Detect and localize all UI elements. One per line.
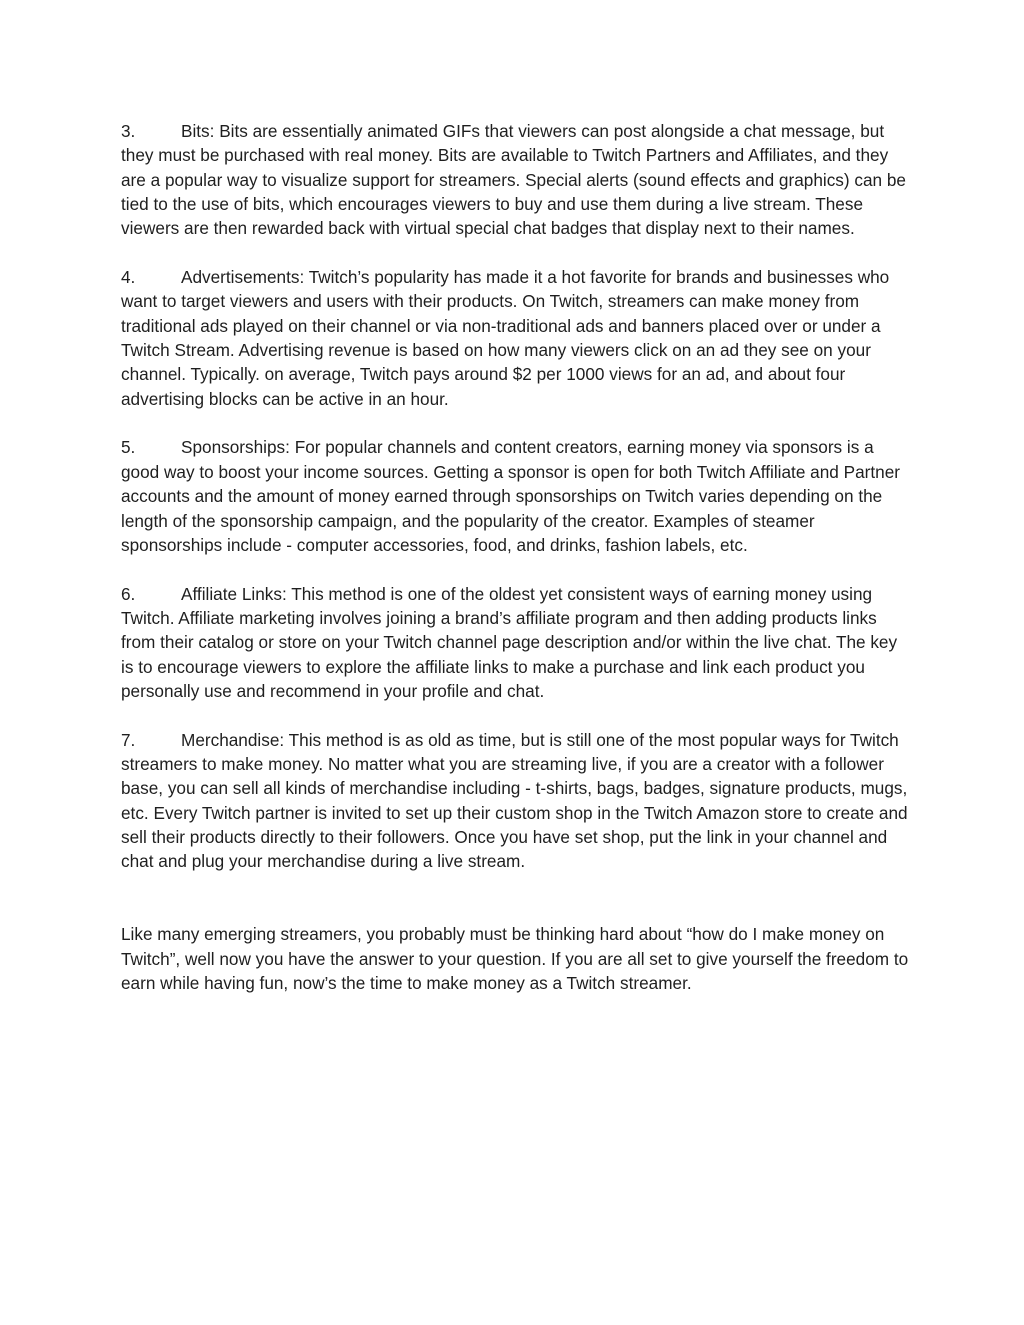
list-item-number: 5. (121, 437, 136, 458)
list-item-text: Merchandise: This method is as old as time, but is still one of the most popular ways for Twitch streamers to make money. No matter what you are streaming live, if you are a creator with a follower base, you can sell all kinds of merchandise including - t-shirts, bags, badges, signature products, mugs, etc. Every Twitch partner is invited to set up their custom shop in the Twitch Amazon store to create and sell their products directly to their followers. Once you have set shop, put the link in your channel and chat and plug your merchandise during a live stream. (121, 729, 908, 872)
list-item-bits (121, 119, 911, 241)
document-body (121, 119, 911, 1013)
list-item-text: Bits: Bits are essentially animated GIFs that viewers can post alongside a chat message, but they must be purchased with real money. Bits are available to Twitch Partners and Affiliates, and they are a popular way to visualize support for streamers. Special alerts (sound effects and graphics) can be tied to the use of bits, which encourages viewers to buy and use them during a live stream. These viewers are then rewarded back with virtual special chat badges that display next to their names. (121, 121, 906, 239)
list-item-advertisements (121, 265, 911, 411)
list-item-text: Advertisements: Twitch’s popularity has made it a hot favorite for brands and businesses who want to target viewers and users with their products. On Twitch, streamers can make money from traditional ads played on their channel or via non-traditional ads and banners placed over or under a Twitch Stream. Advertising revenue is based on how many viewers click on an ad they see on your channel. Typically. on average, Twitch pays around $2 per 1000 views for an ad, and about four advertising blocks can be active in an hour. (121, 267, 890, 409)
closing-paragraph: Like many emerging streamers, you probably must be thinking hard about “how do I make money on Twitch”, well now you have the answer to your question. If you are all set to give yourself the freedom to earn while having fun, now’s the time to make money as a Twitch streamer. (121, 924, 909, 994)
list-item-affiliate-links (121, 582, 911, 704)
list-item-merchandise (121, 728, 911, 874)
list-item-text: Sponsorships: For popular channels and content creators, earning money via sponsors is a good way to boost your income sources. Getting a sponsor is open for both Twitch Affiliate and Partner accounts and the amount of money earned through sponsorships on Twitch varies depending on the length of the sponsorship campaign, and the popularity of the creator. Examples of steamer sponsorships include - computer accessories, food, and drinks, fashion labels, etc. (121, 437, 900, 555)
list-item-number: 6. (121, 583, 136, 604)
list-item-number: 7. (121, 729, 136, 750)
list-item-number: 4. (121, 267, 136, 288)
list-item-number: 3. (121, 121, 136, 141)
list-item-sponsorships (121, 435, 911, 557)
list-item-text: Affiliate Links: This method is one of the oldest yet consistent ways of earning money using Twitch. Affiliate marketing involves joining a brand’s affiliate program and then adding products links from their catalog or store on your Twitch channel page description and/or within the live chat. The key is to encourage viewers to explore the affiliate links to make a purchase and link each product you personally use and recommend in your profile and chat. (121, 583, 898, 701)
